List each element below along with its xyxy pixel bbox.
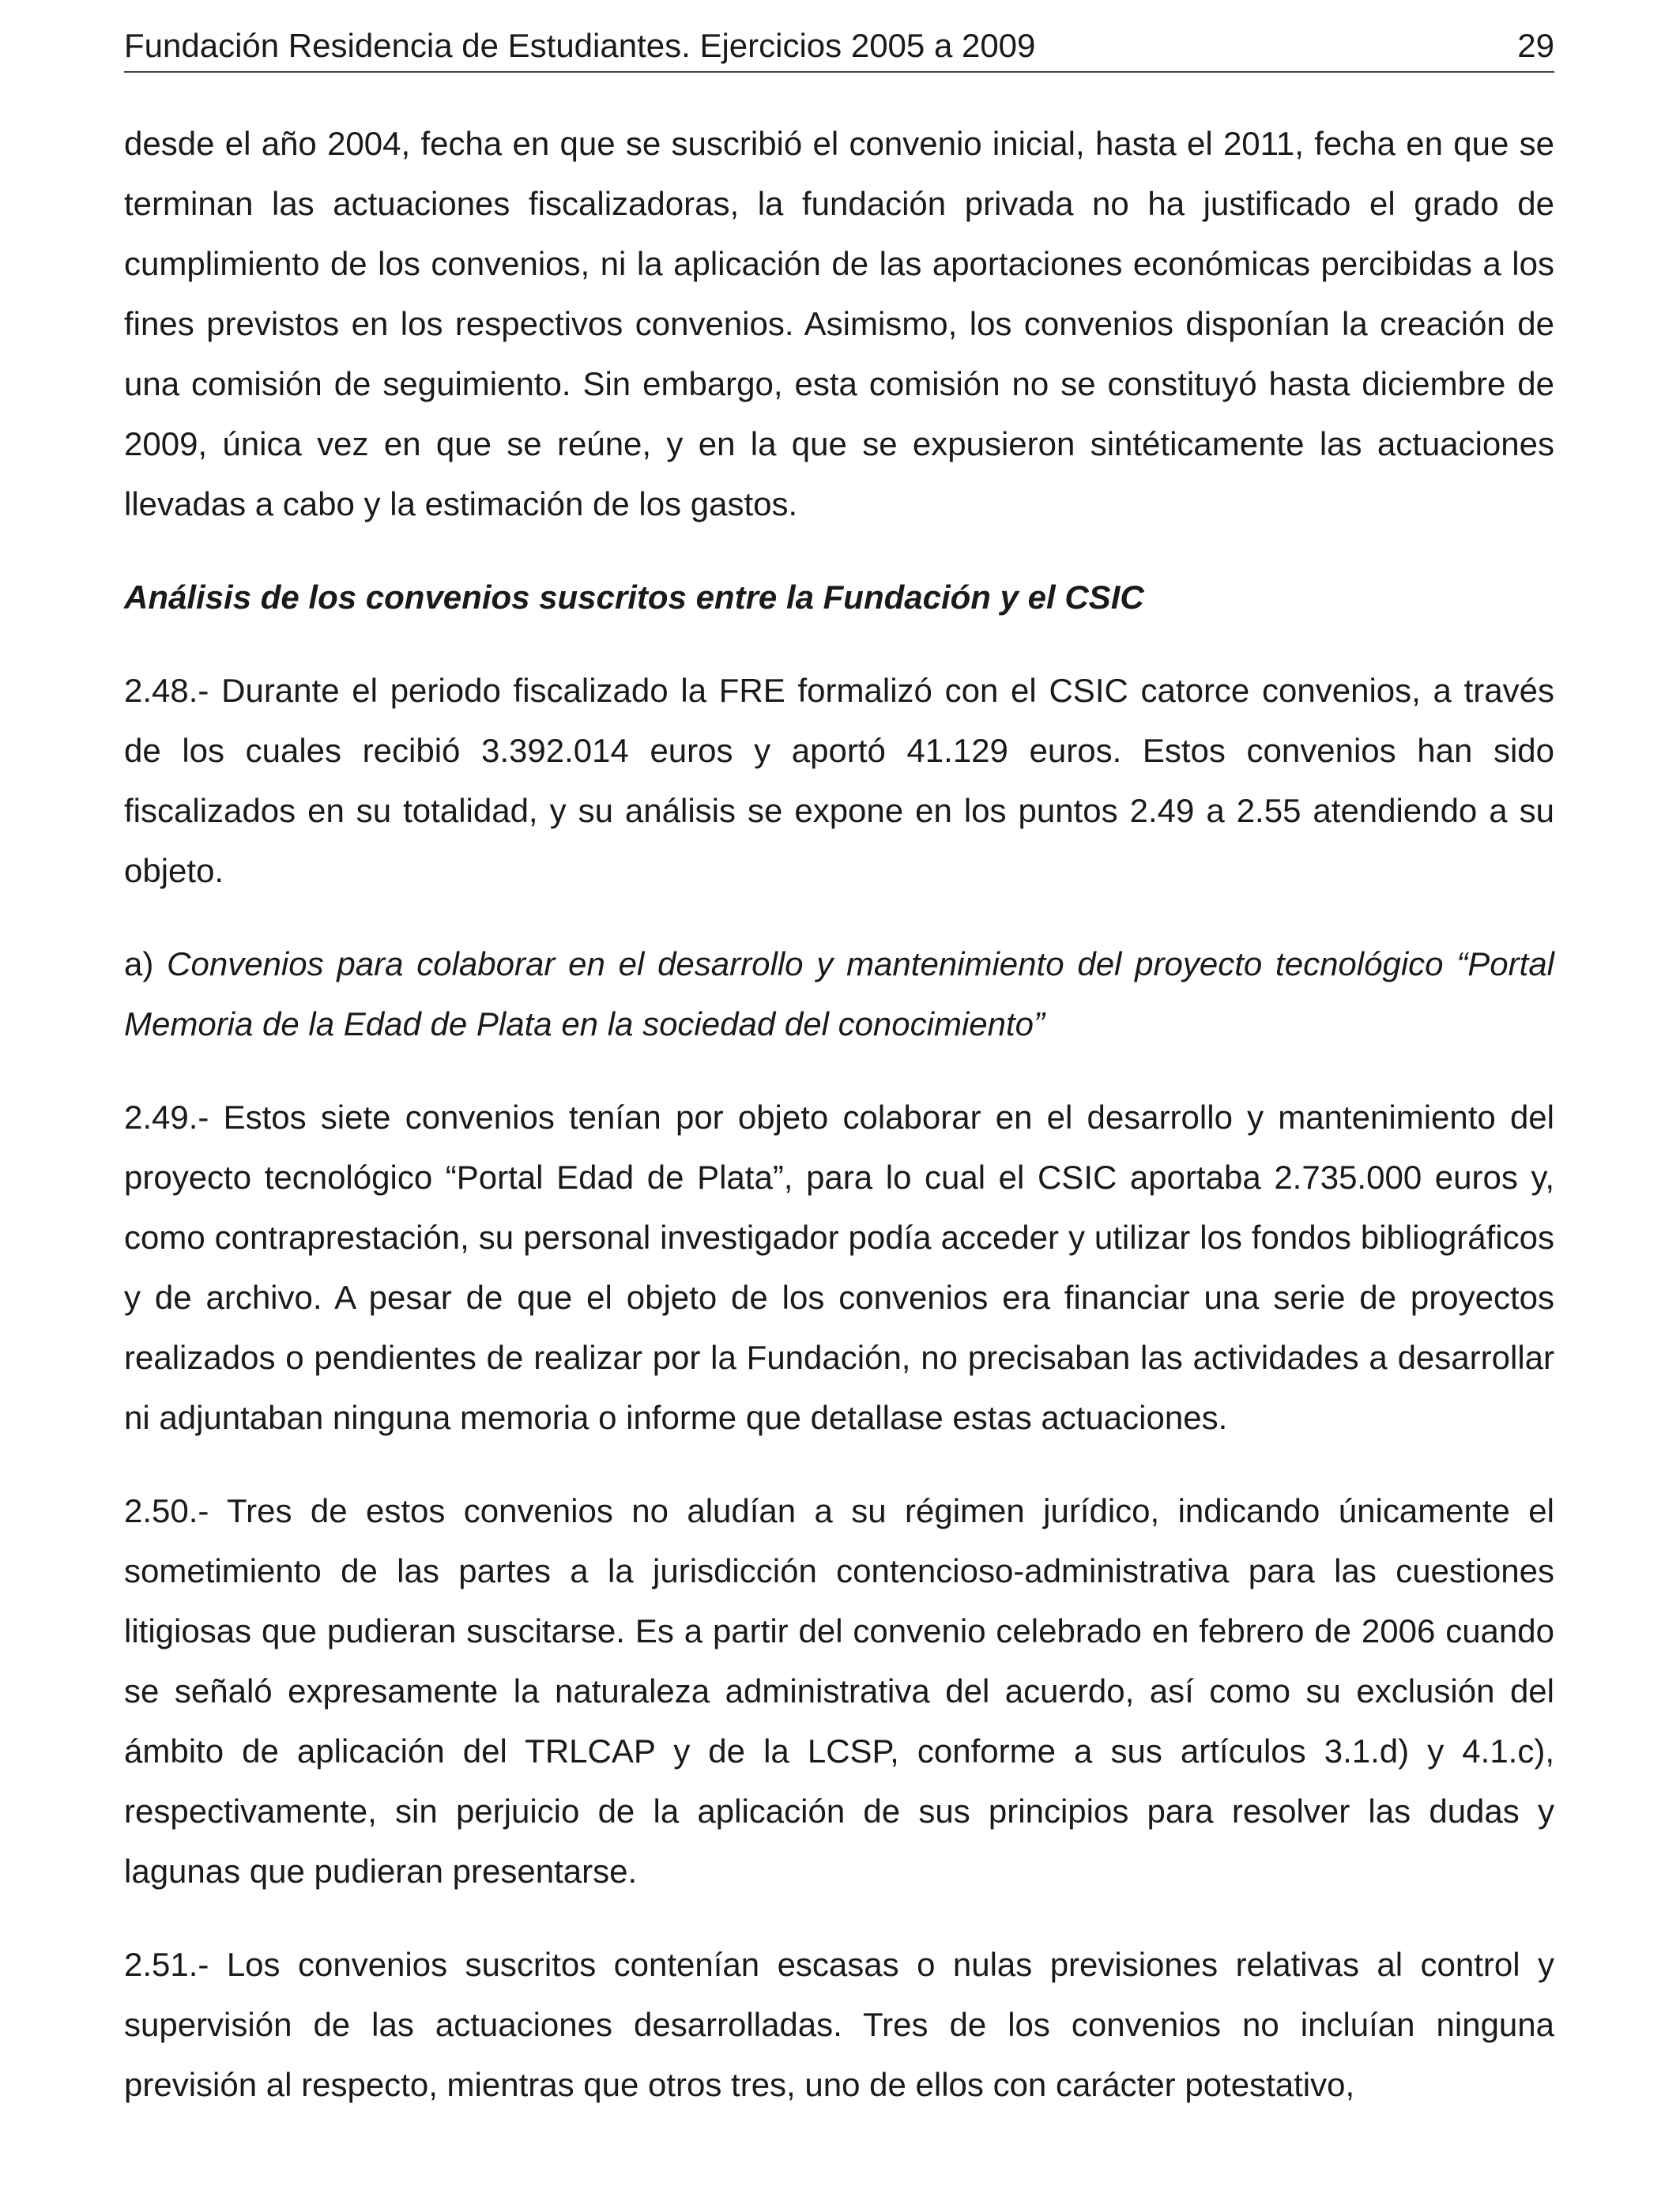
paragraph-2-49: 2.49.- Estos siete convenios tenían por objeto colaborar en el desarrollo y mantenimiento del proyecto tecnológico “Portal Edad de Plata”, para lo cual el CSIC aportaba 2.735.000 euros y, como contraprestación, su personal investigador podía acceder y utilizar los fondos bibliográficos y de archivo. A pesar de que el objeto de los convenios era financiar una serie de proyectos realizados o pendientes de realizar por la Fundación, no precisaban las actividades a desarrollar ni adjuntaban ninguna memoria o informe que detallase estas actuaciones. xyxy=(124,1099,1554,1436)
document-page xyxy=(124,24,1554,2115)
subsection-a-title: Convenios para colaborar en el desarrollo y mantenimiento del proyecto tecnológico “Portal Memoria de la Edad de Plata en la sociedad del conocimiento” xyxy=(124,945,1555,1042)
subsection-a-prefix: a) xyxy=(124,945,168,982)
paragraph-2-50: 2.50.- Tres de estos convenios no aludían a su régimen jurídico, indicando únicamente el sometimiento de las partes a la jurisdicción contencioso-administrativa para las cuestiones litigiosas que pudieran suscitarse. Es a partir del convenio celebrado en febrero de 2006 cuando se señaló expresamente la naturaleza administrativa del acuerdo, así como su exclusión del ámbito de aplicación del TRLCAP y de la LCSP, conforme a sus artículos 3.1.d) y 4.1.c), respectivamente, sin perjuicio de la aplicación de sus principios para resolver las dudas y lagunas que pudieran presentarse. xyxy=(124,1492,1554,1890)
page-number: 29 xyxy=(1517,27,1554,64)
subsection-a xyxy=(124,934,1554,1054)
header-title: Fundación Residencia de Estudiantes. Ejercicios 2005 a 2009 xyxy=(124,27,1036,64)
section-heading: Análisis de los convenios suscritos entre la Fundación y el CSIC xyxy=(124,579,1144,616)
document-body xyxy=(124,114,1554,2115)
running-header xyxy=(124,24,1554,73)
paragraph-continuation: desde el año 2004, fecha en que se suscribió el convenio inicial, hasta el 2011, fecha en que se terminan las actuaciones fiscalizadoras, la fundación privada no ha justificado el grado de cumplimiento de los convenios, ni la aplicación de las aportaciones económicas percibidas a los fines previstos en los respectivos convenios. Asimismo, los convenios disponían la creación de una comisión de seguimiento. Sin embargo, esta comisión no se constituyó hasta diciembre de 2009, única vez en que se reúne, y en la que se expusieron sintéticamente las actuaciones llevadas a cabo y la estimación de los gastos. xyxy=(124,125,1554,522)
paragraph-2-48: 2.48.- Durante el periodo fiscalizado la FRE formalizó con el CSIC catorce convenios, a través de los cuales recibió 3.392.014 euros y aportó 41.129 euros. Estos convenios han sido fiscalizados en su totalidad, y su análisis se expone en los puntos 2.49 a 2.55 atendiendo a su objeto. xyxy=(124,672,1554,889)
paragraph-2-51: 2.51.- Los convenios suscritos contenían escasas o nulas previsiones relativas al control y supervisión de las actuaciones desarrolladas. Tres de los convenios no incluían ninguna previsión al respecto, mientras que otros tres, uno de ellos con carácter potestativo, xyxy=(124,1946,1554,2103)
